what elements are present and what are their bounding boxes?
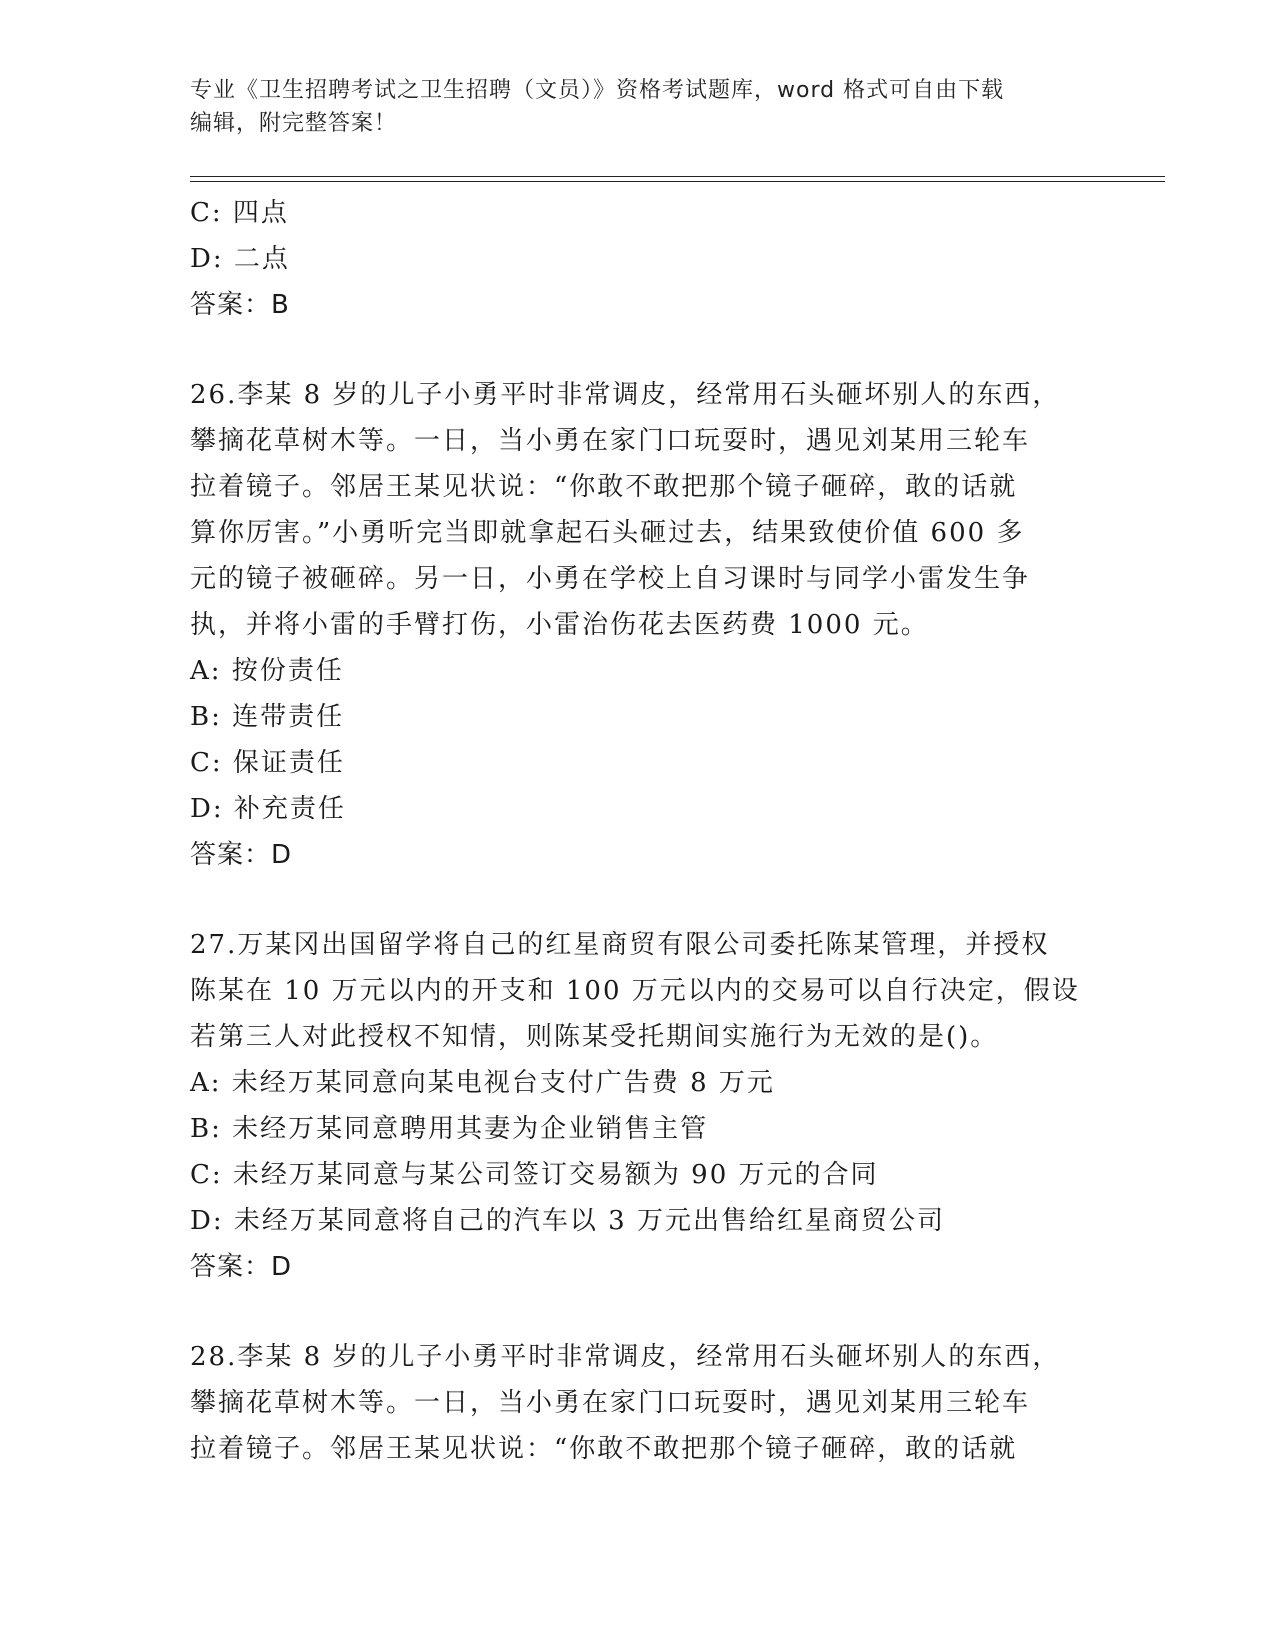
option-b: B: 未经万某同意聘用其妻为企业销售主管: [190, 1114, 709, 1144]
option-c: C: 未经万某同意与某公司签订交易额为 90 万元的合同: [190, 1160, 879, 1190]
spacer: [190, 878, 1090, 922]
option-d: D: 二点: [190, 244, 290, 274]
question-text-line: 攀摘花草树木等。一日，当小勇在家门口玩耍时，遇见刘某用三轮车: [190, 1388, 1031, 1418]
option-d: D: 补充责任: [190, 794, 346, 824]
question-text-line: 27.万某冈出国留学将自己的红星商贸有限公司委托陈某管理，并授权: [190, 930, 1050, 960]
answer-line: 答案：B: [190, 290, 290, 320]
option-c: C: 保证责任: [190, 748, 345, 778]
question-27: [190, 922, 1090, 1290]
question-text-line: 26.李某 8 岁的儿子小勇平时非常调皮，经常用石头砸坏别人的东西，: [190, 380, 1061, 410]
question-26: [190, 372, 1090, 878]
question-text-line: 拉着镜子。邻居王某见状说：“你敢不敢把那个镜子砸碎，敢的话就: [190, 472, 1018, 502]
option-b: B: 连带责任: [190, 702, 345, 732]
option-c: C: 四点: [190, 198, 289, 228]
header-divider-top: [190, 176, 1165, 177]
question-28: [190, 1334, 1090, 1472]
question-text-line: 攀摘花草树木等。一日，当小勇在家门口玩耍时，遇见刘某用三轮车: [190, 426, 1031, 456]
question-text-line: 陈某在 10 万元以内的开支和 100 万元以内的交易可以自行决定，假设: [190, 976, 1080, 1006]
spacer: [190, 1290, 1090, 1334]
option-a: A: 按份责任: [190, 656, 344, 686]
question-text-line: 若第三人对此授权不知情，则陈某受托期间实施行为无效的是()。: [190, 1022, 999, 1052]
question-text-line: 执，并将小雷的手臂打伤，小雷治伤花去医药费 1000 元。: [190, 610, 929, 640]
document-body: [190, 190, 1090, 1472]
answer-line: 答案：D: [190, 1252, 293, 1282]
spacer: [190, 328, 1090, 372]
question-text-line: 28.李某 8 岁的儿子小勇平时非常调皮，经常用石头砸坏别人的东西，: [190, 1342, 1061, 1372]
header-divider-bottom: [190, 181, 1165, 182]
question-25-tail: [190, 190, 1090, 328]
option-d: D: 未经万某同意将自己的汽车以 3 万元出售给红星商贸公司: [190, 1206, 945, 1236]
question-text-line: 拉着镜子。邻居王某见状说：“你敢不敢把那个镜子砸碎，敢的话就: [190, 1434, 1018, 1464]
option-a: A: 未经万某同意向某电视台支付广告费 8 万元: [190, 1068, 775, 1098]
question-text-line: 元的镜子被砸碎。另一日，小勇在学校上自习课时与同学小雷发生争: [190, 564, 1031, 594]
page-header: [190, 74, 1090, 140]
question-text-line: 算你厉害。”小勇听完当即就拿起石头砸过去，结果致使价值 600 多: [190, 518, 1025, 548]
header-line-2: 编辑，附完整答案！: [190, 111, 398, 136]
answer-line: 答案：D: [190, 840, 293, 870]
header-line-1: 专业《卫生招聘考试之卫生招聘（文员）》资格考试题库，word 格式可自由下载: [190, 78, 1005, 103]
